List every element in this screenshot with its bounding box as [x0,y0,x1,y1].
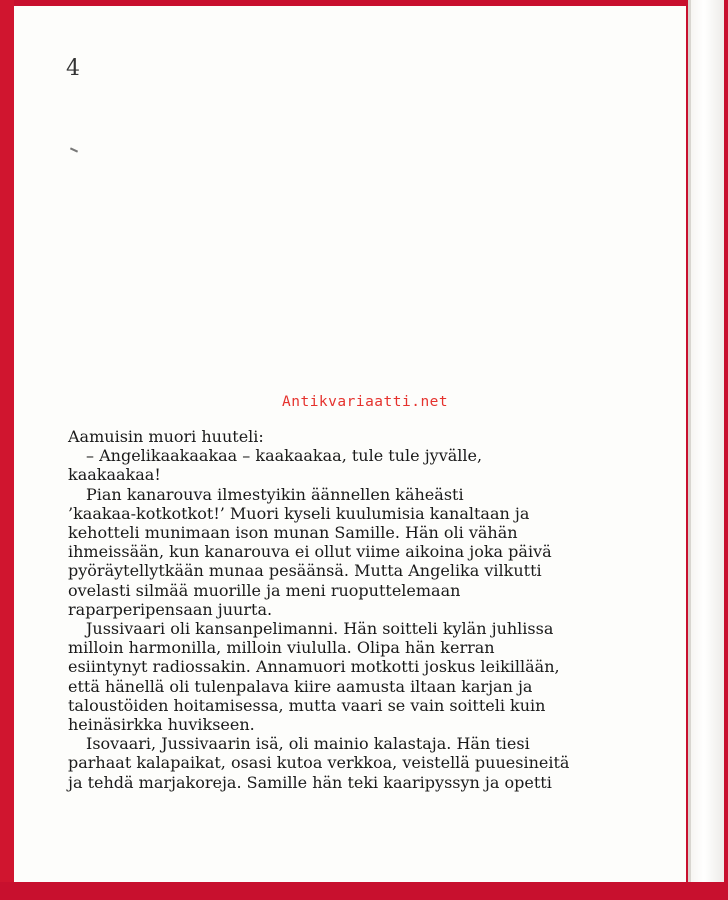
text-line: parhaat kalapaikat, osasi kutoa verkkoa, veistellä puuesineitä [68,753,570,773]
book-cover-left [0,0,14,900]
text-line: taloustöiden hoitamisessa, mutta vaari se vain soitteli kuin [68,695,546,715]
body-text [68,427,648,792]
text-line: pyöräytellytkään munaa pesäänsä. Mutta Angelika vilkutti [68,561,542,581]
text-line: raparperipensaan juurta. [68,599,273,619]
text-line: kaakaakaa! [68,465,161,485]
text-line: ’kaakaa-kotkotkot!’ Muori kyseli kuulumisia kanaltaan ja [68,503,530,523]
text-line: että hänellä oli tulenpalava kiire aamusta iltaan karjan ja [68,676,533,696]
book-cover-bottom [0,882,728,900]
text-line: heinäsirkka huvikseen. [68,715,255,735]
text-line: – Angelikaakaakaa – kaakaakaa, tule tule jyvälle, [86,446,483,466]
book-page [14,6,686,882]
text-line: ihmeissään, kun kanarouva ei ollut viime aikoina joka päivä [68,542,552,562]
text-line: esiintynyt radiossakin. Annamuori motkotti joskus leikillään, [68,657,560,677]
text-line: Isovaari, Jussivaarin isä, oli mainio kalastaja. Hän tiesi [86,734,530,754]
book-cover-right [724,0,728,900]
text-line: ovelasti silmää muorille ja meni ruoputtelemaan [68,580,461,600]
text-line: Aamuisin muori huuteli: [68,427,264,446]
text-line: Pian kanarouva ilmestyikin äännellen käheästi [86,484,464,504]
page-number: 4 [66,56,80,81]
page-block-edge [688,0,728,900]
text-line: ja tehdä marjakoreja. Samille hän teki kaaripyssyn ja opetti [68,772,552,792]
text-line: kehotteli munimaan ison munan Samille. Hän oli vähän [68,523,518,543]
text-line: milloin harmonilla, milloin viululla. Olipa hän kerran [68,638,495,658]
paper-speck [70,147,78,152]
watermark: Antikvariaatti.net [282,394,449,410]
text-line: Jussivaari oli kansanpelimanni. Hän soitteli kylän juhlissa [86,619,554,639]
